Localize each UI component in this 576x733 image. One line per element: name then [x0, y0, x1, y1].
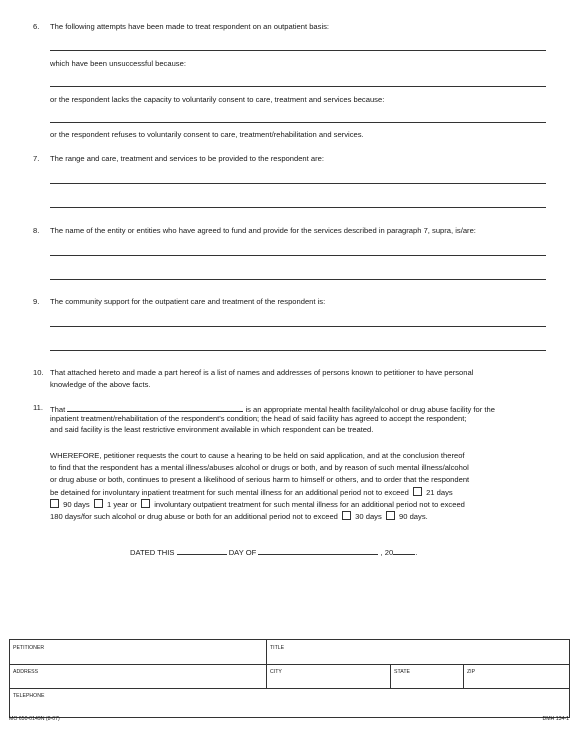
- item-11-line-1-rest: is an appropriate mental health facility/alcohol or drug abuse facility for the: [245, 405, 495, 414]
- item-6-text: The following attempts have been made to treat respondent on an outpatient basis:: [50, 22, 330, 31]
- year-blank[interactable]: [393, 546, 418, 557]
- state-field[interactable]: STATE: [394, 669, 410, 675]
- telephone-field[interactable]: TELEPHONE: [13, 693, 45, 699]
- wherefore-line-5-rest: involuntary outpatient treatment for such mental illness for an additional period not to exceed: [154, 500, 465, 509]
- item-6-number: 6.: [33, 22, 40, 31]
- title-field[interactable]: TITLE: [270, 645, 285, 651]
- item-11-line-2: inpatient treatment/rehabilitation of the respondent's condition; the head of said facility has agreed to accept the respondent;: [50, 414, 467, 423]
- item-9-number: 9.: [33, 297, 40, 306]
- checkbox-21-days[interactable]: [413, 487, 422, 496]
- month-blank[interactable]: [258, 546, 378, 555]
- item-9-blank-line-2[interactable]: [50, 350, 546, 351]
- form-id: DMH 134-1: [542, 716, 569, 722]
- checkbox-30-days-label: 30 days: [355, 512, 382, 521]
- item-10-line-1: That attached hereto and made a part hereof is a list of names and addresses of persons known to petitioner to have personal: [50, 368, 474, 377]
- checkbox-90-days[interactable]: [50, 499, 59, 508]
- item-6-refuses-text: or the respondent refuses to voluntarily consent to care, treatment/rehabilitation and services.: [50, 130, 364, 139]
- dated-this-label: DATED THIS: [130, 548, 175, 557]
- facility-name-blank[interactable]: [67, 403, 243, 412]
- wherefore-line-6: [50, 511, 428, 521]
- zip-field[interactable]: ZIP: [467, 669, 476, 675]
- item-8-number: 8.: [33, 226, 40, 235]
- year-prefix-label: , 20: [380, 548, 394, 557]
- item-6-unsuccessful-blank-line[interactable]: [50, 86, 546, 87]
- item-9-blank-line-1[interactable]: [50, 326, 546, 327]
- signature-col-divider-3: [463, 664, 464, 688]
- dated-period: .: [415, 548, 418, 557]
- wherefore-line-6-text: 180 days/for such alcohol or drug abuse or both for an additional period not to exceed: [50, 512, 338, 521]
- item-6-unsuccessful-text: which have been unsuccessful because:: [50, 59, 186, 68]
- item-6-lacks-capacity-blank-line[interactable]: [50, 122, 546, 123]
- item-7-number: 7.: [33, 154, 40, 163]
- wherefore-line-4: [50, 487, 453, 497]
- checkbox-90-days-abuse-label: 90 days.: [399, 512, 428, 521]
- item-7-text: The range and care, treatment and services to be provided to the respondent are:: [50, 154, 324, 163]
- city-field[interactable]: CITY: [270, 669, 282, 675]
- wherefore-line-3: or drug abuse or both, continues to present a likelihood of serious harm to himself or others, and to order that the respondent: [50, 475, 470, 484]
- checkbox-1-year[interactable]: [94, 499, 103, 508]
- wherefore-line-2: to find that the respondent has a mental illness/abuses alcohol or drugs or both, and by reason of such mental illness/alcohol: [50, 463, 469, 472]
- item-11-that-label: That: [50, 405, 66, 414]
- address-field[interactable]: ADDRESS: [13, 669, 39, 675]
- checkbox-30-days[interactable]: [342, 511, 351, 520]
- item-8-blank-line-2[interactable]: [50, 279, 546, 280]
- item-8-text: The name of the entity or entities who have agreed to fund and provide for the services described in paragraph 7, supra, is/are:: [50, 226, 476, 235]
- item-7-blank-line-1[interactable]: [50, 183, 546, 184]
- signature-block: [9, 639, 570, 718]
- checkbox-21-days-label: 21 days: [426, 488, 453, 497]
- checkbox-1-year-label: 1 year or: [106, 500, 137, 509]
- checkbox-outpatient[interactable]: [141, 499, 150, 508]
- item-11-line-1: [50, 403, 495, 414]
- wherefore-line-1: WHEREFORE, petitioner requests the court to cause a hearing to be held on said application, and at the conclusion thereof: [50, 451, 465, 460]
- item-6-lacks-capacity-text: or the respondent lacks the capacity to voluntarily consent to care, treatment and services because:: [50, 95, 385, 104]
- wherefore-line-5: [50, 499, 465, 509]
- checkbox-90-days-label: 90 days: [63, 500, 90, 509]
- item-10-line-2: knowledge of the above facts.: [50, 380, 151, 389]
- item-10-number: 10.: [33, 368, 44, 377]
- checkbox-90-days-abuse[interactable]: [386, 511, 395, 520]
- signature-col-divider-2: [390, 664, 391, 688]
- day-of-label: DAY OF: [228, 548, 257, 557]
- day-blank[interactable]: [177, 546, 227, 555]
- petitioner-field[interactable]: PETITIONER: [13, 645, 45, 651]
- signature-row-divider-2: [10, 688, 569, 689]
- signature-col-divider-1: [266, 640, 267, 688]
- item-9-text: The community support for the outpatient care and treatment of the respondent is:: [50, 297, 326, 306]
- item-11-line-3: and said facility is the least restrictive environment available in which respondent can be treated.: [50, 425, 374, 434]
- form-code: MO 650-0149N (8-07): [9, 716, 60, 722]
- item-6-blank-line[interactable]: [50, 50, 546, 51]
- item-7-blank-line-2[interactable]: [50, 207, 546, 208]
- item-11-number: 11.: [33, 403, 43, 412]
- signature-row-divider-1: [10, 664, 569, 665]
- item-8-blank-line-1[interactable]: [50, 255, 546, 256]
- dated-line: [130, 546, 417, 557]
- wherefore-line-4-text: be detained for involuntary inpatient treatment for such mental illness for an additional period not to exceed: [50, 488, 409, 497]
